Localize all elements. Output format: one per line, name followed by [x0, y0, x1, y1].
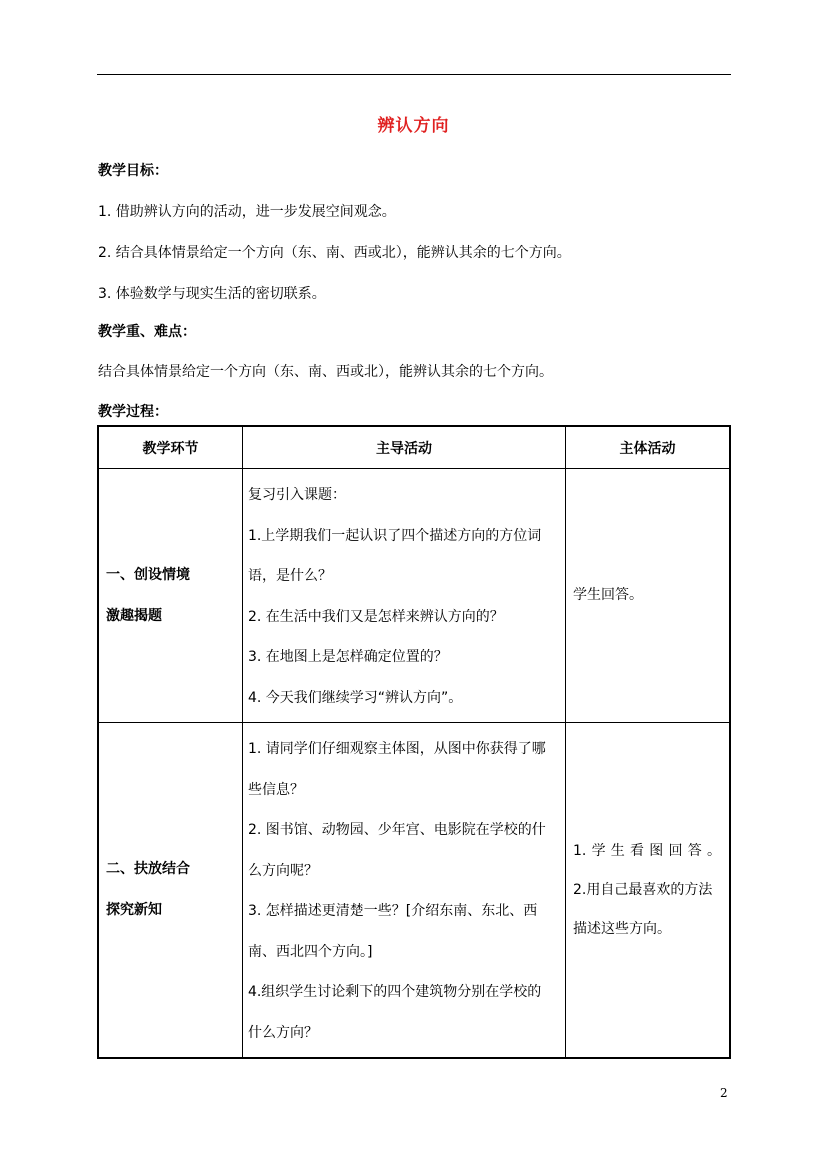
- stage-line: 二、扶放结合: [106, 861, 190, 877]
- page-number: 2: [720, 1086, 728, 1100]
- teacher-activity-cell: [242, 469, 565, 723]
- stage-line: 探究新知: [106, 902, 162, 918]
- student-activity-cell: [565, 723, 730, 1059]
- objective-item-1: 1. 借助辨认方向的活动，进一步发展空间观念。: [98, 204, 396, 220]
- document-title: 辨认方向: [377, 116, 450, 136]
- header-rule: [97, 74, 731, 75]
- activity-line: 1. 请同学们仔细观察主体图，从图中你获得了哪: [247, 741, 546, 757]
- activity-line: 2. 图书馆、动物园、少年宫、电影院在学校的什: [247, 822, 546, 838]
- activity-line: 1.上学期我们一起认识了四个描述方向的方位词: [247, 527, 542, 544]
- activity-line: 4. 今天我们继续学习“辨认方向”。: [247, 689, 463, 706]
- activity-line: 3. 在地图上是怎样确定位置的？: [247, 649, 448, 665]
- activity-line: 么方向呢？: [247, 862, 318, 879]
- activity-line: 什么方向？: [247, 1024, 318, 1041]
- activity-line: 些信息？: [247, 781, 304, 798]
- stage-line: 一、创设情境: [106, 566, 190, 583]
- table-header-row: [98, 426, 730, 469]
- student-line: 1.学生看图回答。: [572, 842, 721, 859]
- activity-line: 语，是什么？: [247, 568, 332, 584]
- stage-line: 激趣揭题: [106, 607, 162, 624]
- activity-line: 南、西北四个方向。]: [247, 943, 373, 960]
- lesson-process-table: [97, 425, 731, 1059]
- objectives-heading: 教学目标：: [98, 163, 168, 179]
- activity-line: 2. 在生活中我们又是怎样来辨认方向的？: [247, 608, 504, 625]
- activity-line: 3. 怎样描述更清楚一些？[介绍东南、东北、西: [247, 903, 538, 919]
- keypoints-heading: 教学重、难点：: [98, 324, 196, 340]
- column-header-student-activity: 主体活动: [565, 426, 730, 469]
- stage-cell: [98, 723, 242, 1059]
- student-line: 描述这些方向。: [572, 920, 671, 937]
- stage-cell: [98, 469, 242, 723]
- process-heading: 教学过程：: [98, 404, 168, 420]
- keypoints-text: 结合具体情景给定一个方向（东、南、西或北），能辨认其余的七个方向。: [98, 364, 553, 380]
- column-header-teacher-activity: 主导活动: [242, 426, 565, 469]
- student-line: 2.用自己最喜欢的方法: [572, 881, 713, 898]
- teacher-activity-cell: [242, 723, 565, 1059]
- objective-item-3: 3. 体验数学与现实生活的密切联系。: [98, 286, 326, 302]
- student-activity-cell: [565, 469, 730, 723]
- column-header-stage: 教学环节: [98, 426, 242, 469]
- table-row: [98, 469, 730, 723]
- table-row: [98, 723, 730, 1059]
- activity-line: 4.组织学生讨论剩下的四个建筑物分别在学校的: [247, 984, 542, 1000]
- activity-line: 复习引入课题：: [247, 487, 346, 503]
- student-line: 学生回答。: [572, 587, 643, 603]
- objective-item-2: 2. 结合具体情景给定一个方向（东、南、西或北），能辨认其余的七个方向。: [98, 245, 571, 261]
